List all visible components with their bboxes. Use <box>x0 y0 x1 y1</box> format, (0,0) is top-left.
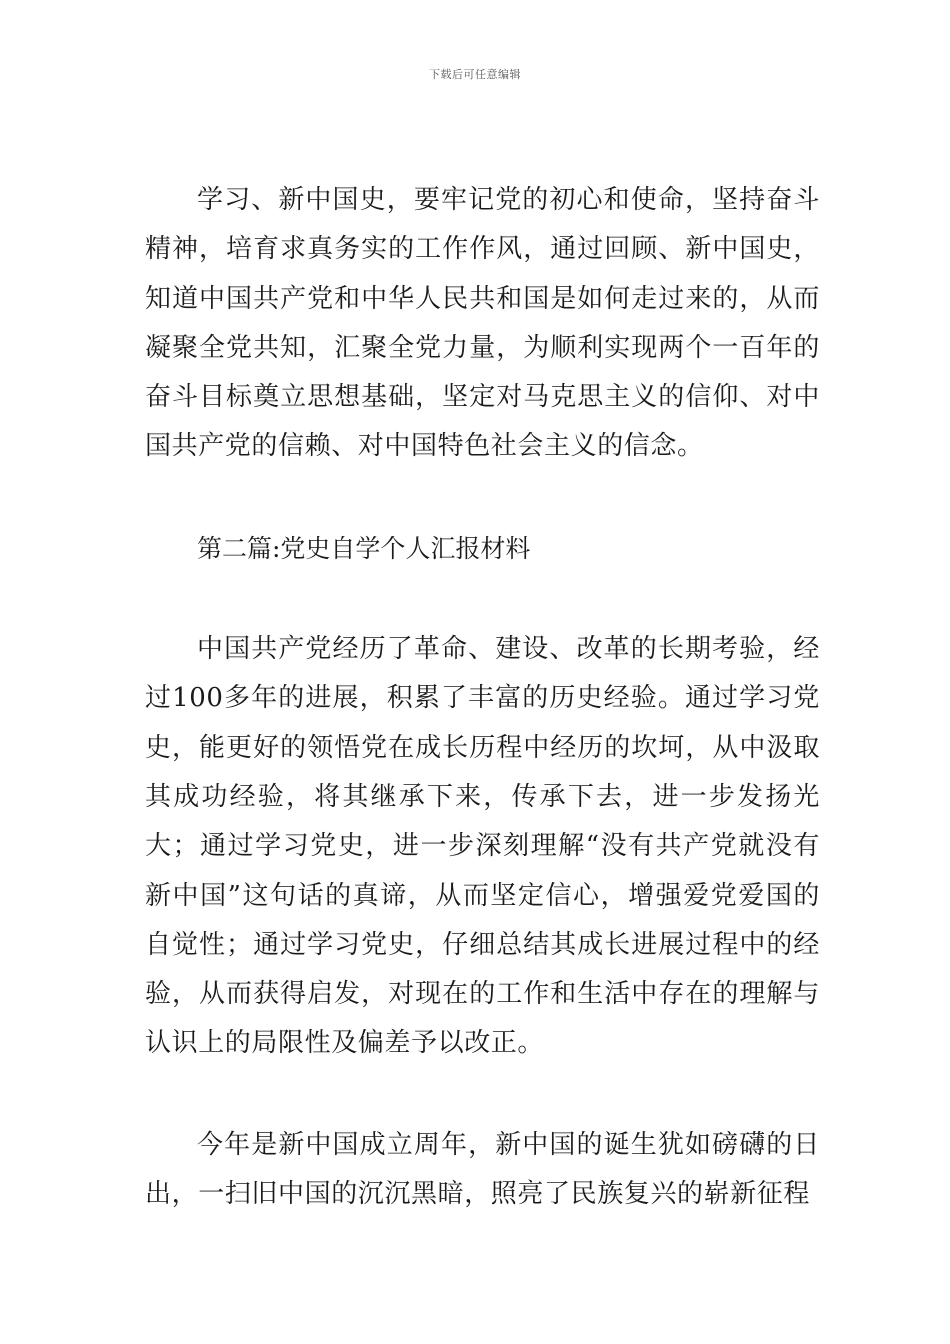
page-header: 下载后可任意编辑 <box>429 68 521 81</box>
paragraph-study-history: 学习、新中国史，要牢记党的初心和使命，坚持奋斗精神，培育求真务实的工作作风，通过回顾、新中国史，知道中国共产党和中华人民共和国是如何走过来的，从而凝聚全党共知，汇聚全党力量，为顺利实现两个一百年的奋斗目标奠立思想基础，坚定对马克思主义的信仰、对中国共产党的信赖、对中国特色社会主义的信念。 <box>145 185 820 462</box>
section-title: 第二篇:党史自学个人汇报材料 <box>197 533 531 563</box>
paragraph-party-experience: 中国共产党经历了革命、建设、改革的长期考验，经过100多年的进展，积累了丰富的历史经验。通过学习党史，能更好的领悟党在成长历程中经历的坎坷，从中汲取其成功经验，将其继承下来，传承下去，进一步发扬光大；通过学习党史，进一步深刻理解“没有共产党就没有新中国”这句话的真谛，从而坚定信心，增强爱党爱国的自觉性；通过学习党史，仔细总结其成长进展过程中的经验，从而获得启发，对现在的工作和生活中存在的理解与认识上的局限性及偏差予以改正。 <box>145 634 820 1059</box>
paragraph-new-china: 今年是新中国成立周年，新中国的诞生犹如磅礴的日出，一扫旧中国的沉沉黑暗，照亮了民族复兴的崭新征程 <box>145 1129 820 1210</box>
document-body <box>145 176 820 1219</box>
